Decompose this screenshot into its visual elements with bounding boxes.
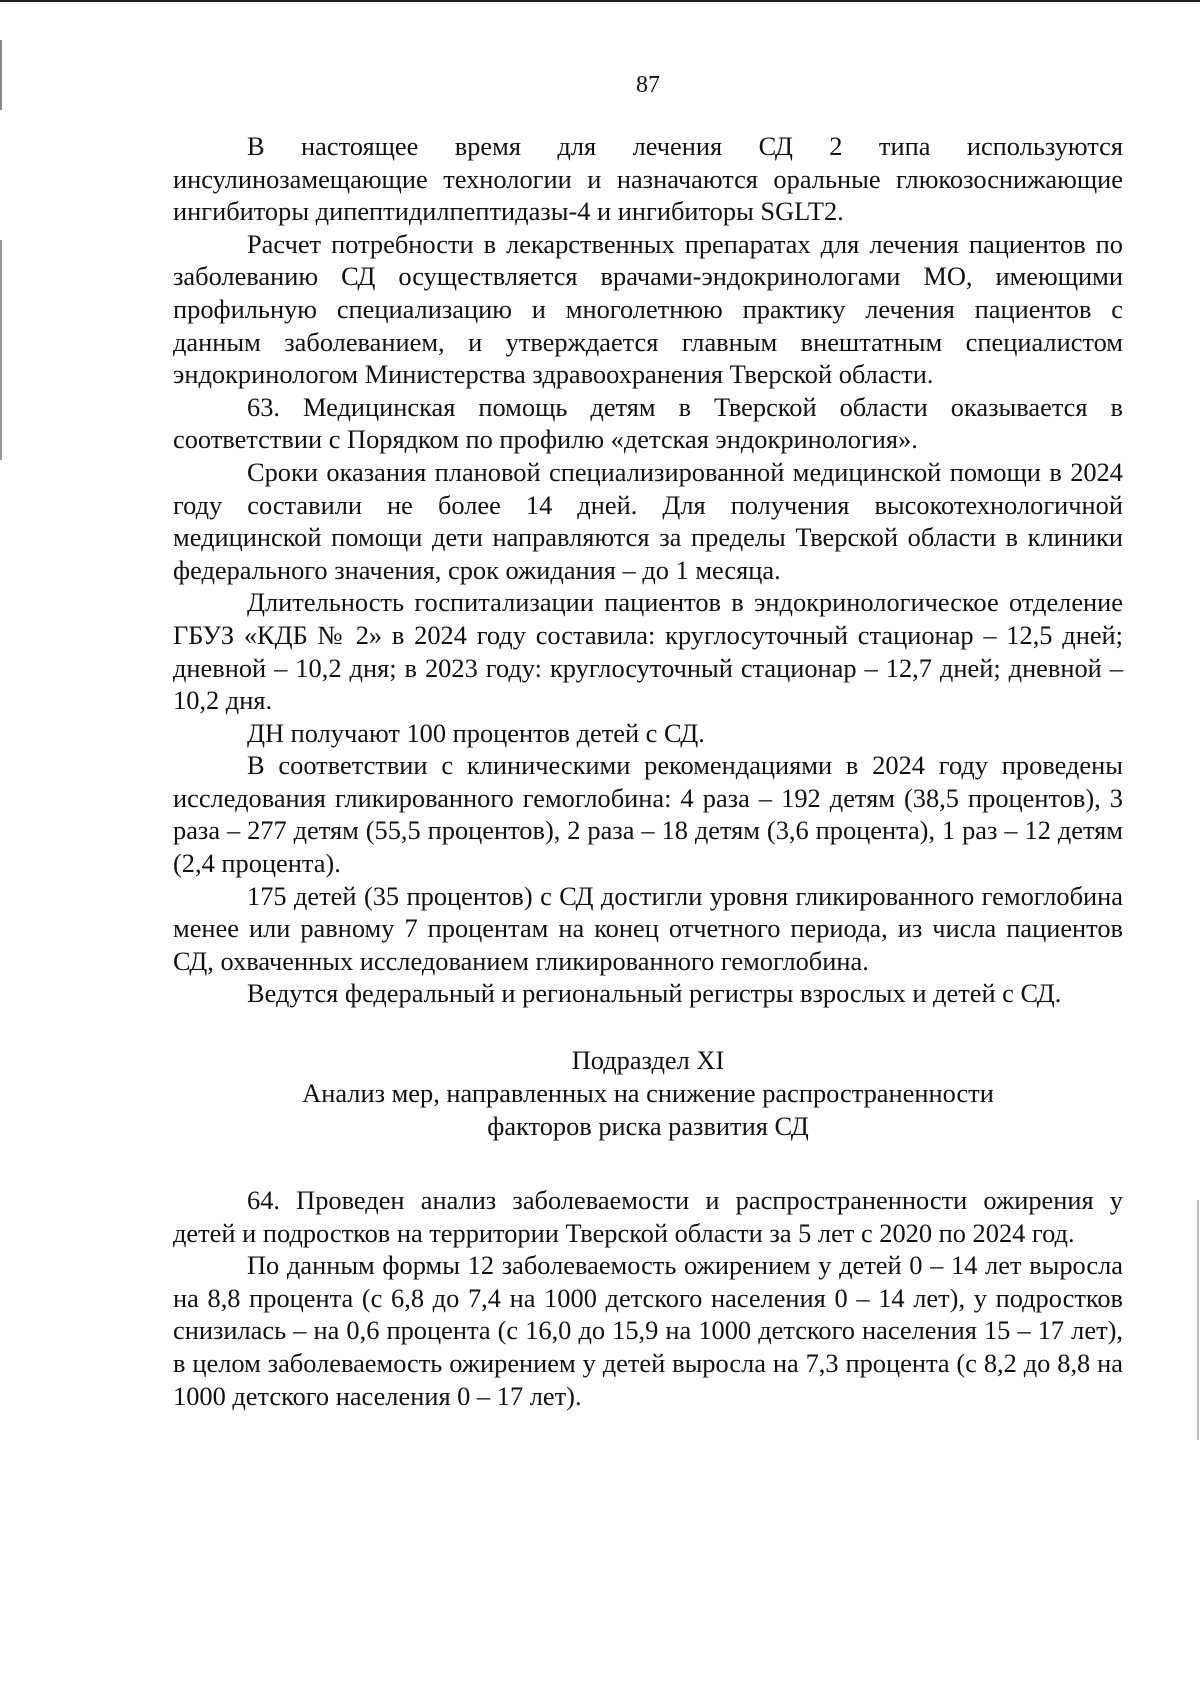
section-title-line: факторов риска развития СД [487, 1111, 809, 1142]
paragraph: 64. Проведен анализ заболеваемости и распространенности ожирения у детей и подростков на территории Тверской области за 5 лет с 2020 по 2024 год. [173, 1185, 1123, 1248]
paragraph: 63. Медицинская помощь детям в Тверской области оказывается в соответствии с Порядком по профилю «детская эндокринология». [173, 391, 1123, 455]
paragraph: ДН получают 100 процентов детей с СД. [247, 717, 705, 748]
spacer [173, 1143, 1123, 1184]
paragraph: Ведутся федеральный и региональный регистры взрослых и детей с СД. [247, 978, 1062, 1009]
scan-border-top [0, 0, 1200, 2]
scan-border-left [0, 240, 2, 460]
paragraph: В настоящее время для лечения СД 2 типа используются инсулинозамещающие технологии и назначаются оральные глюкозоснижающие ингибиторы дипептидилпептидазы-4 и ингибиторы SGLT2. [173, 131, 1123, 227]
section-title-line: Анализ мер, направленных на снижение распространенности [302, 1078, 994, 1109]
paragraph: Сроки оказания плановой специализированной медицинской помощи в 2024 году составили не более 14 дней. Для получения высокотехнологичной медицинской помощи дети направляются за пределы Тверской области в клиники федерального значения, срок ожидания – до 1 месяца. [173, 456, 1123, 585]
page-number: 87 [636, 72, 660, 98]
paragraph: В соответствии с клиническими рекомендациями в 2024 году проведены исследования гликированного гемоглобина: 4 раза – 192 детям (38,5 процентов), 3 раза – 277 детям (55,5 процентов), 2 раза – 18 детям (3,6 процента), 1 раз – 12 детям (2,4 процента). [173, 750, 1123, 879]
subsection-label: Подраздел XI [571, 1045, 725, 1076]
paragraph: Длительность госпитализации пациентов в эндокринологическое отделение ГБУЗ «КДБ № 2» в 2024 году составила: круглосуточный стационар – 12,5 дней; дневной – 10,2 дня; в 2023 году: круглосуточный стационар – 12,7 дней; дневной – 10,2 дня. [173, 587, 1123, 716]
scan-border-right [1197, 1200, 1199, 1440]
paragraph: Расчет потребности в лекарственных препаратах для лечения пациентов по заболеванию СД осуществляется врачами-эндокринологами МО, имеющими профильную специализацию и многолетнюю практику лечения пациентов с данным заболеванием, и утверждается главным внештатным специалистом эндокринологом Министерства здравоохранения Тверской области. [173, 228, 1123, 390]
paragraph: По данным формы 12 заболеваемость ожирением у детей 0 – 14 лет выросла на 8,8 процента (с 6,8 до 7,4 на 1000 детского населения 0 – 14 лет), у подростков снизилась – на 0,6 процента (с 16,0 до 15,9 на 1000 детского населения 15 – 17 лет), в целом заболеваемость ожирением у детей выросла на 7,3 процента (с 8,2 до 8,8 на 1000 детского населения 0 – 17 лет). [173, 1250, 1123, 1411]
document-body [173, 130, 1123, 1412]
paragraph: 175 детей (35 процентов) с СД достигли уровня гликированного гемоглобина менее или равному 7 процентам на конец отчетного периода, из числа пациентов СД, охваченных исследованием гликированного гемоглобина. [173, 880, 1123, 976]
